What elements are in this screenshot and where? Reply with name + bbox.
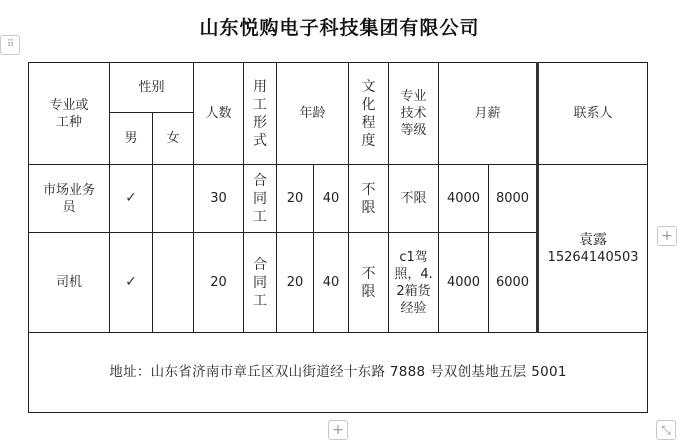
cell-female[interactable]	[153, 233, 194, 333]
header-male[interactable]: 男	[110, 113, 153, 165]
cell-major[interactable]: 市场业务员	[29, 165, 110, 233]
cell-age-max[interactable]: 40	[314, 233, 349, 333]
header-count[interactable]: 人数	[194, 63, 244, 165]
cell-age-max[interactable]: 40	[314, 165, 349, 233]
table-resize-icon[interactable]: ⤡	[656, 420, 676, 440]
cell-skill-level[interactable]: c1驾照，4.2箱货经验	[389, 233, 439, 333]
cell-employment-form[interactable]: 合同工	[244, 233, 277, 333]
header-female[interactable]: 女	[153, 113, 194, 165]
cell-male-check[interactable]	[110, 233, 153, 333]
contact-phone: 15264140503	[547, 249, 639, 265]
cell-salary-min[interactable]: 4000	[439, 165, 489, 233]
table-row	[29, 165, 648, 233]
cell-count[interactable]: 30	[194, 165, 244, 233]
cell-education[interactable]: 不限	[349, 233, 389, 333]
header-salary[interactable]: 月薪	[439, 63, 538, 165]
recruitment-table	[28, 62, 648, 413]
cell-age-min[interactable]: 20	[277, 165, 314, 233]
header-skill-level[interactable]: 专业技术等级	[389, 63, 439, 165]
header-contact[interactable]: 联系人	[538, 63, 648, 165]
cell-salary-max[interactable]: 8000	[489, 165, 538, 233]
add-column-button[interactable]: +	[657, 226, 677, 246]
header-age[interactable]: 年龄	[277, 63, 349, 165]
cell-skill-level[interactable]: 不限	[389, 165, 439, 233]
cell-major[interactable]: 司机	[29, 233, 110, 333]
cell-contact[interactable]	[538, 165, 648, 333]
header-major[interactable]: 专业或工种	[29, 63, 110, 165]
contact-name: 袁露	[579, 231, 608, 248]
cell-salary-max[interactable]: 6000	[489, 233, 538, 333]
table-drag-handle-icon[interactable]: ⠿	[0, 35, 20, 55]
header-employment-form[interactable]: 用工形式	[244, 63, 277, 165]
add-row-button[interactable]: +	[328, 420, 348, 440]
page-title: 山东悦购电子科技集团有限公司	[199, 17, 480, 39]
check-icon: ✓	[125, 190, 137, 206]
check-icon: ✓	[125, 274, 137, 290]
cell-salary-min[interactable]: 4000	[439, 233, 489, 333]
cell-age-min[interactable]: 20	[277, 233, 314, 333]
cell-female[interactable]	[153, 165, 194, 233]
cell-employment-form[interactable]: 合同工	[244, 165, 277, 233]
cell-count[interactable]: 20	[194, 233, 244, 333]
header-gender[interactable]: 性别	[110, 63, 194, 113]
cell-address[interactable]: 地址：山东省济南市章丘区双山街道经十东路 7888 号双创基地五层 5001	[29, 333, 648, 413]
cell-education[interactable]: 不限	[349, 165, 389, 233]
cell-male-check[interactable]	[110, 165, 153, 233]
header-education[interactable]: 文化程度	[349, 63, 389, 165]
